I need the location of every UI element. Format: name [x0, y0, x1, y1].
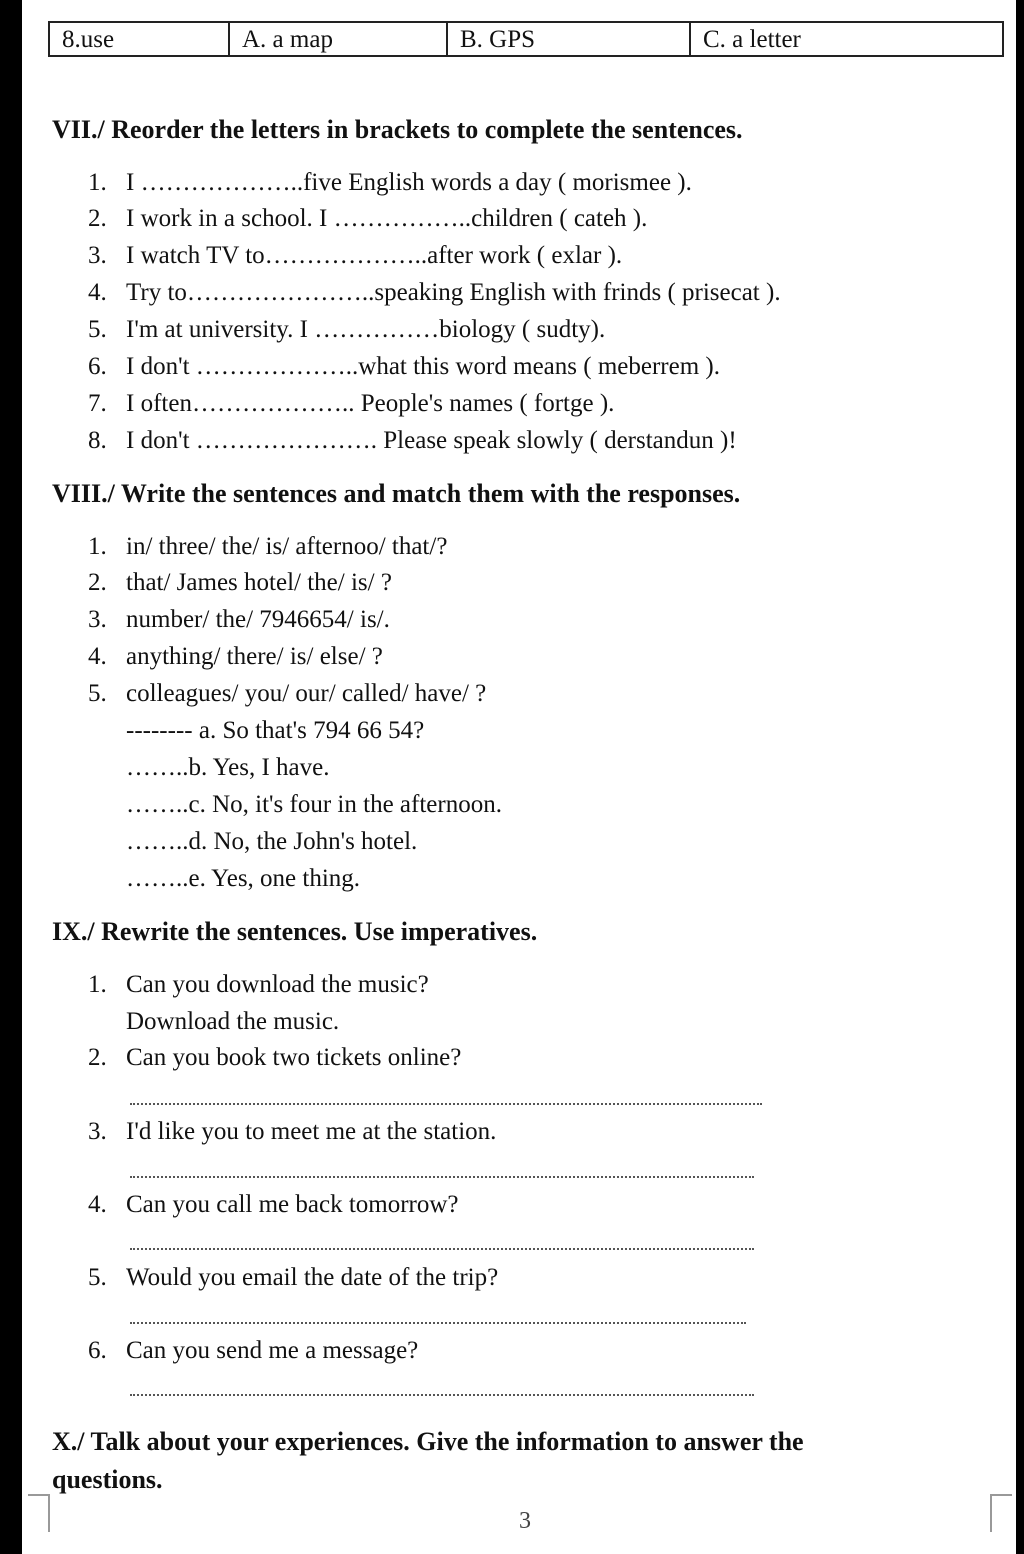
page-corner-mark [990, 1494, 1012, 1532]
option-a-cell: A. a map [230, 23, 448, 55]
exercise-item: 3. I'd like you to meet me at the station. [88, 1118, 497, 1145]
section-10-heading: X./ Talk about your experiences. Give the information to answer the [52, 1427, 804, 1456]
response-line: ……..e. Yes, one thing. [126, 865, 361, 892]
exercise-item: 5. colleagues/ you/ our/ called/ have/ ? [88, 680, 487, 707]
answer-blank [130, 1322, 746, 1324]
options-table-row [48, 21, 1004, 57]
answer-blank [130, 1176, 754, 1178]
exercise-item: 1. in/ three/ the/ is/ afternoo/ that/? [88, 533, 448, 560]
section-8-heading: VIII./ Write the sentences and match them with the responses. [52, 479, 741, 508]
exercise-item: 2. Can you book two tickets online? [88, 1044, 462, 1071]
exercise-item: 6. I don't ………………..what this word means ( meberrem ). [88, 353, 720, 380]
page-corner-mark [28, 1494, 50, 1532]
worksheet-page [22, 0, 1016, 1554]
option-b-cell: B. GPS [448, 23, 691, 55]
item-cell: 8.use [50, 23, 230, 55]
exercise-item: 4. Can you call me back tomorrow? [88, 1191, 459, 1218]
section-9-heading: IX./ Rewrite the sentences. Use imperatives. [52, 917, 538, 946]
exercise-item: 3. I watch TV to………………..after work ( exlar ). [88, 242, 623, 269]
page-number: 3 [519, 1508, 531, 1534]
response-line: -------- a. So that's 794 66 54? [126, 717, 425, 744]
exercise-item: 5. Would you email the date of the trip? [88, 1264, 499, 1291]
exercise-item: 4. Try to…………………..speaking English with frinds ( prisecat ). [88, 279, 781, 306]
exercise-item: 3. number/ the/ 7946654/ is/. [88, 606, 390, 633]
exercise-item: 6. Can you send me a message? [88, 1337, 419, 1364]
response-line: ……..b. Yes, I have. [126, 754, 330, 781]
exercise-item: 8. I don't …………………. Please speak slowly ( derstandun )! [88, 427, 737, 454]
exercise-item: 1. I ………………..five English words a day ( morismee ). [88, 169, 692, 196]
exercise-item: 2. that/ James hotel/ the/ is/ ? [88, 569, 392, 596]
exercise-item: 1. Can you download the music? [88, 971, 429, 998]
response-line: ……..d. No, the John's hotel. [126, 828, 418, 855]
answer-blank [130, 1394, 754, 1396]
exercise-item: 5. I'm at university. I ……………biology ( sudty). [88, 316, 606, 343]
exercise-item: 4. anything/ there/ is/ else/ ? [88, 643, 383, 670]
option-c-cell: C. a letter [703, 26, 801, 53]
answer-blank [130, 1248, 754, 1250]
exercise-item: 2. I work in a school. I ……………..children ( cateh ). [88, 205, 648, 232]
section-7-heading: VII./ Reorder the letters in brackets to complete the sentences. [52, 115, 743, 144]
answer-blank [130, 1103, 762, 1105]
exercise-item: 7. I often……………….. People's names ( fortge ). [88, 390, 615, 417]
example-answer: Download the music. [126, 1008, 340, 1035]
section-10-heading-cont: questions. [52, 1465, 163, 1494]
response-line: ……..c. No, it's four in the afternoon. [126, 791, 502, 818]
